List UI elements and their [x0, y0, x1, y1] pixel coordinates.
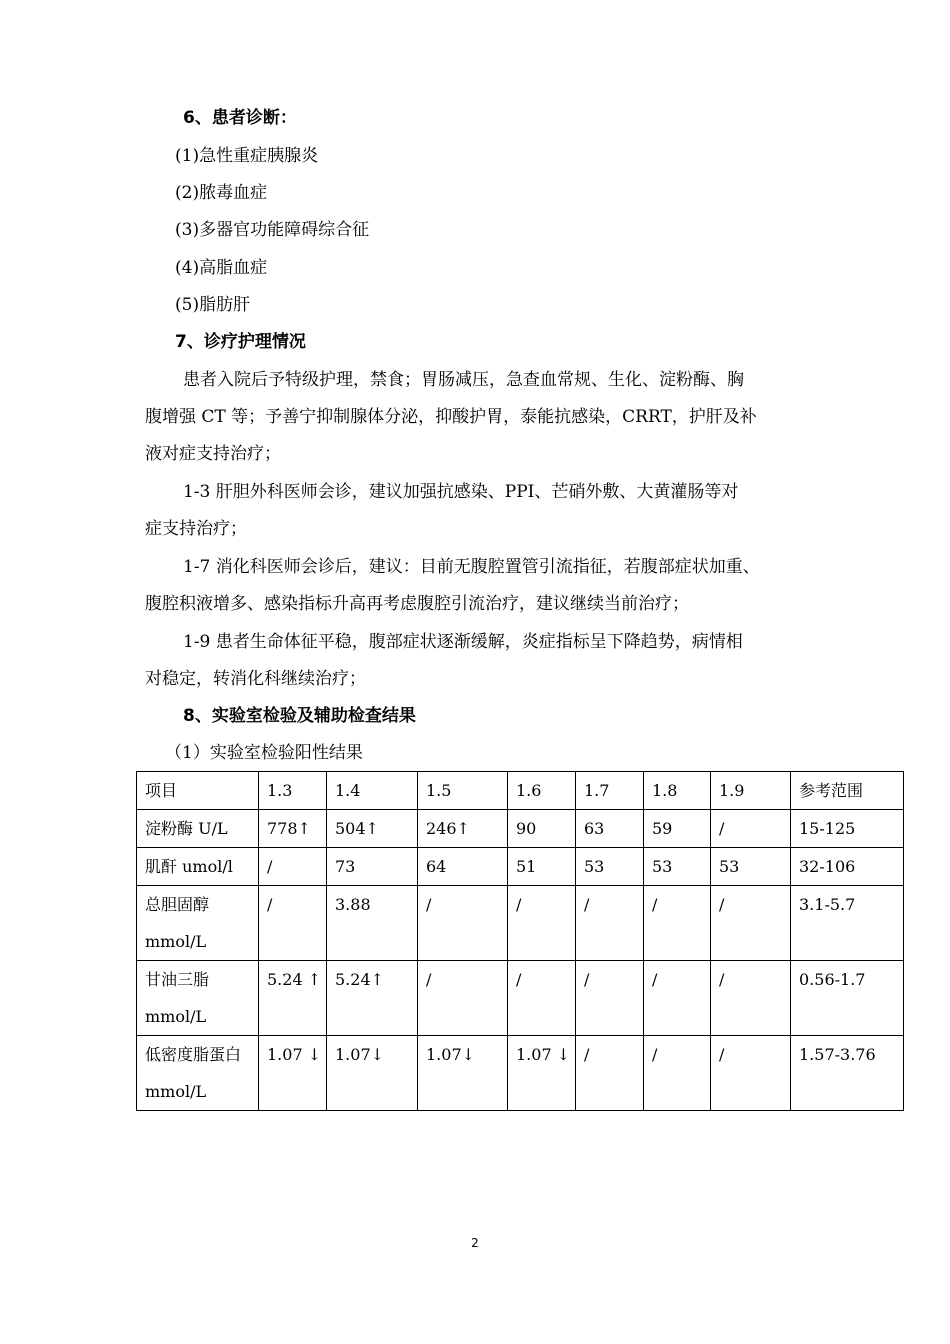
table-cell: 1.07↓ [418, 1036, 508, 1111]
table-cell: / [711, 1036, 791, 1111]
table-cell: / [259, 848, 327, 886]
table-cell: / [644, 1036, 711, 1111]
header-cell: 1.5 [418, 772, 508, 810]
page-number: 2 [471, 1236, 479, 1250]
table-cell: / [508, 961, 576, 1036]
table-cell: / [711, 961, 791, 1036]
table-cell: 5.24↑ [327, 961, 418, 1036]
table-cell: 90 [508, 810, 576, 848]
diagnosis-item: (4)高脂血症 [175, 258, 268, 278]
table-header-row [137, 772, 904, 810]
table-cell: 1.07 ↓ [508, 1036, 576, 1111]
table-cell: 1.07↓ [327, 1036, 418, 1111]
paragraph-line: 1-9 患者生命体征平稳，腹部症状逐渐缓解，炎症指标呈下降趋势，病情相 [183, 632, 743, 652]
table-cell: 64 [418, 848, 508, 886]
table-cell: / [711, 886, 791, 961]
table-cell: 淀粉酶 U/L [137, 810, 259, 848]
table-cell: / [576, 961, 644, 1036]
header-cell: 参考范围 [791, 772, 904, 810]
table-cell: 504↑ [327, 810, 418, 848]
table-cell: / [508, 886, 576, 961]
table-cell: 32-106 [791, 848, 904, 886]
header-cell: 1.3 [259, 772, 327, 810]
table-cell: 778↑ [259, 810, 327, 848]
table-cell: 53 [711, 848, 791, 886]
table-cell: 59 [644, 810, 711, 848]
table-cell: / [576, 886, 644, 961]
table-cell: / [418, 961, 508, 1036]
table-cell: 低密度脂蛋白 mmol/L [137, 1036, 259, 1111]
table-cell: 3.1-5.7 [791, 886, 904, 961]
table-cell: 73 [327, 848, 418, 886]
table-cell: 246↑ [418, 810, 508, 848]
table-cell: 5.24 ↑ [259, 961, 327, 1036]
table-cell: 63 [576, 810, 644, 848]
table-cell: 总胆固醇 mmol/L [137, 886, 259, 961]
header-cell: 1.7 [576, 772, 644, 810]
header-cell: 1.4 [327, 772, 418, 810]
header-cell: 1.9 [711, 772, 791, 810]
table-cell: / [644, 886, 711, 961]
table-row [137, 886, 904, 961]
paragraph-line: 1-3 肝胆外科医师会诊，建议加强抗感染、PPI、芒硝外敷、大黄灌肠等对 [183, 482, 739, 502]
lab-heading: 8、实验室检验及辅助检查结果 [183, 706, 416, 726]
paragraph-line: 患者入院后予特级护理，禁食；胃肠减压，急查血常规、生化、淀粉酶、胸 [183, 370, 744, 390]
table-row [137, 1036, 904, 1111]
paragraph-line: 液对症支持治疗； [145, 444, 281, 464]
lab-results-table [136, 771, 904, 1111]
paragraph-line: 症支持治疗； [145, 519, 247, 539]
table-cell: 51 [508, 848, 576, 886]
table-cell: 甘油三脂 mmol/L [137, 961, 259, 1036]
table-cell: / [418, 886, 508, 961]
table-cell: / [711, 810, 791, 848]
paragraph-line: 腹腔积液增多、感染指标升高再考虑腹腔引流治疗，建议继续当前治疗； [145, 594, 689, 614]
table-cell: 肌酐 umol/l [137, 848, 259, 886]
table-cell: 1.57-3.76 [791, 1036, 904, 1111]
table-cell: 15-125 [791, 810, 904, 848]
table-cell: / [259, 886, 327, 961]
paragraph-line: 1-7 消化科医师会诊后，建议：目前无腹腔置管引流指征，若腹部症状加重、 [183, 557, 760, 577]
table-cell: / [644, 961, 711, 1036]
table-cell: 0.56-1.7 [791, 961, 904, 1036]
diagnosis-heading: 6、患者诊断： [183, 108, 297, 128]
table-row [137, 848, 904, 886]
table-cell: 1.07 ↓ [259, 1036, 327, 1111]
table-cell: / [576, 1036, 644, 1111]
table-row [137, 961, 904, 1036]
header-cell: 1.6 [508, 772, 576, 810]
table-row [137, 810, 904, 848]
header-cell: 1.8 [644, 772, 711, 810]
diagnosis-item: (1)急性重症胰腺炎 [175, 146, 319, 166]
paragraph-line: 对稳定，转消化科继续治疗； [145, 669, 366, 689]
diagnosis-item: (5)脂肪肝 [175, 295, 251, 315]
table-cell: 3.88 [327, 886, 418, 961]
paragraph-line: 腹增强 CT 等；予善宁抑制腺体分泌，抑酸护胃，泰能抗感染，CRRT，护肝及补 [145, 407, 757, 427]
diagnosis-item: (3)多器官功能障碍综合征 [175, 220, 370, 240]
treatment-heading: 7、诊疗护理情况 [175, 332, 306, 352]
table-cell: 53 [576, 848, 644, 886]
lab-subheading: （1）实验室检验阳性结果 [165, 743, 363, 763]
header-cell: 项目 [137, 772, 259, 810]
diagnosis-item: (2)脓毒血症 [175, 183, 268, 203]
table-cell: 53 [644, 848, 711, 886]
